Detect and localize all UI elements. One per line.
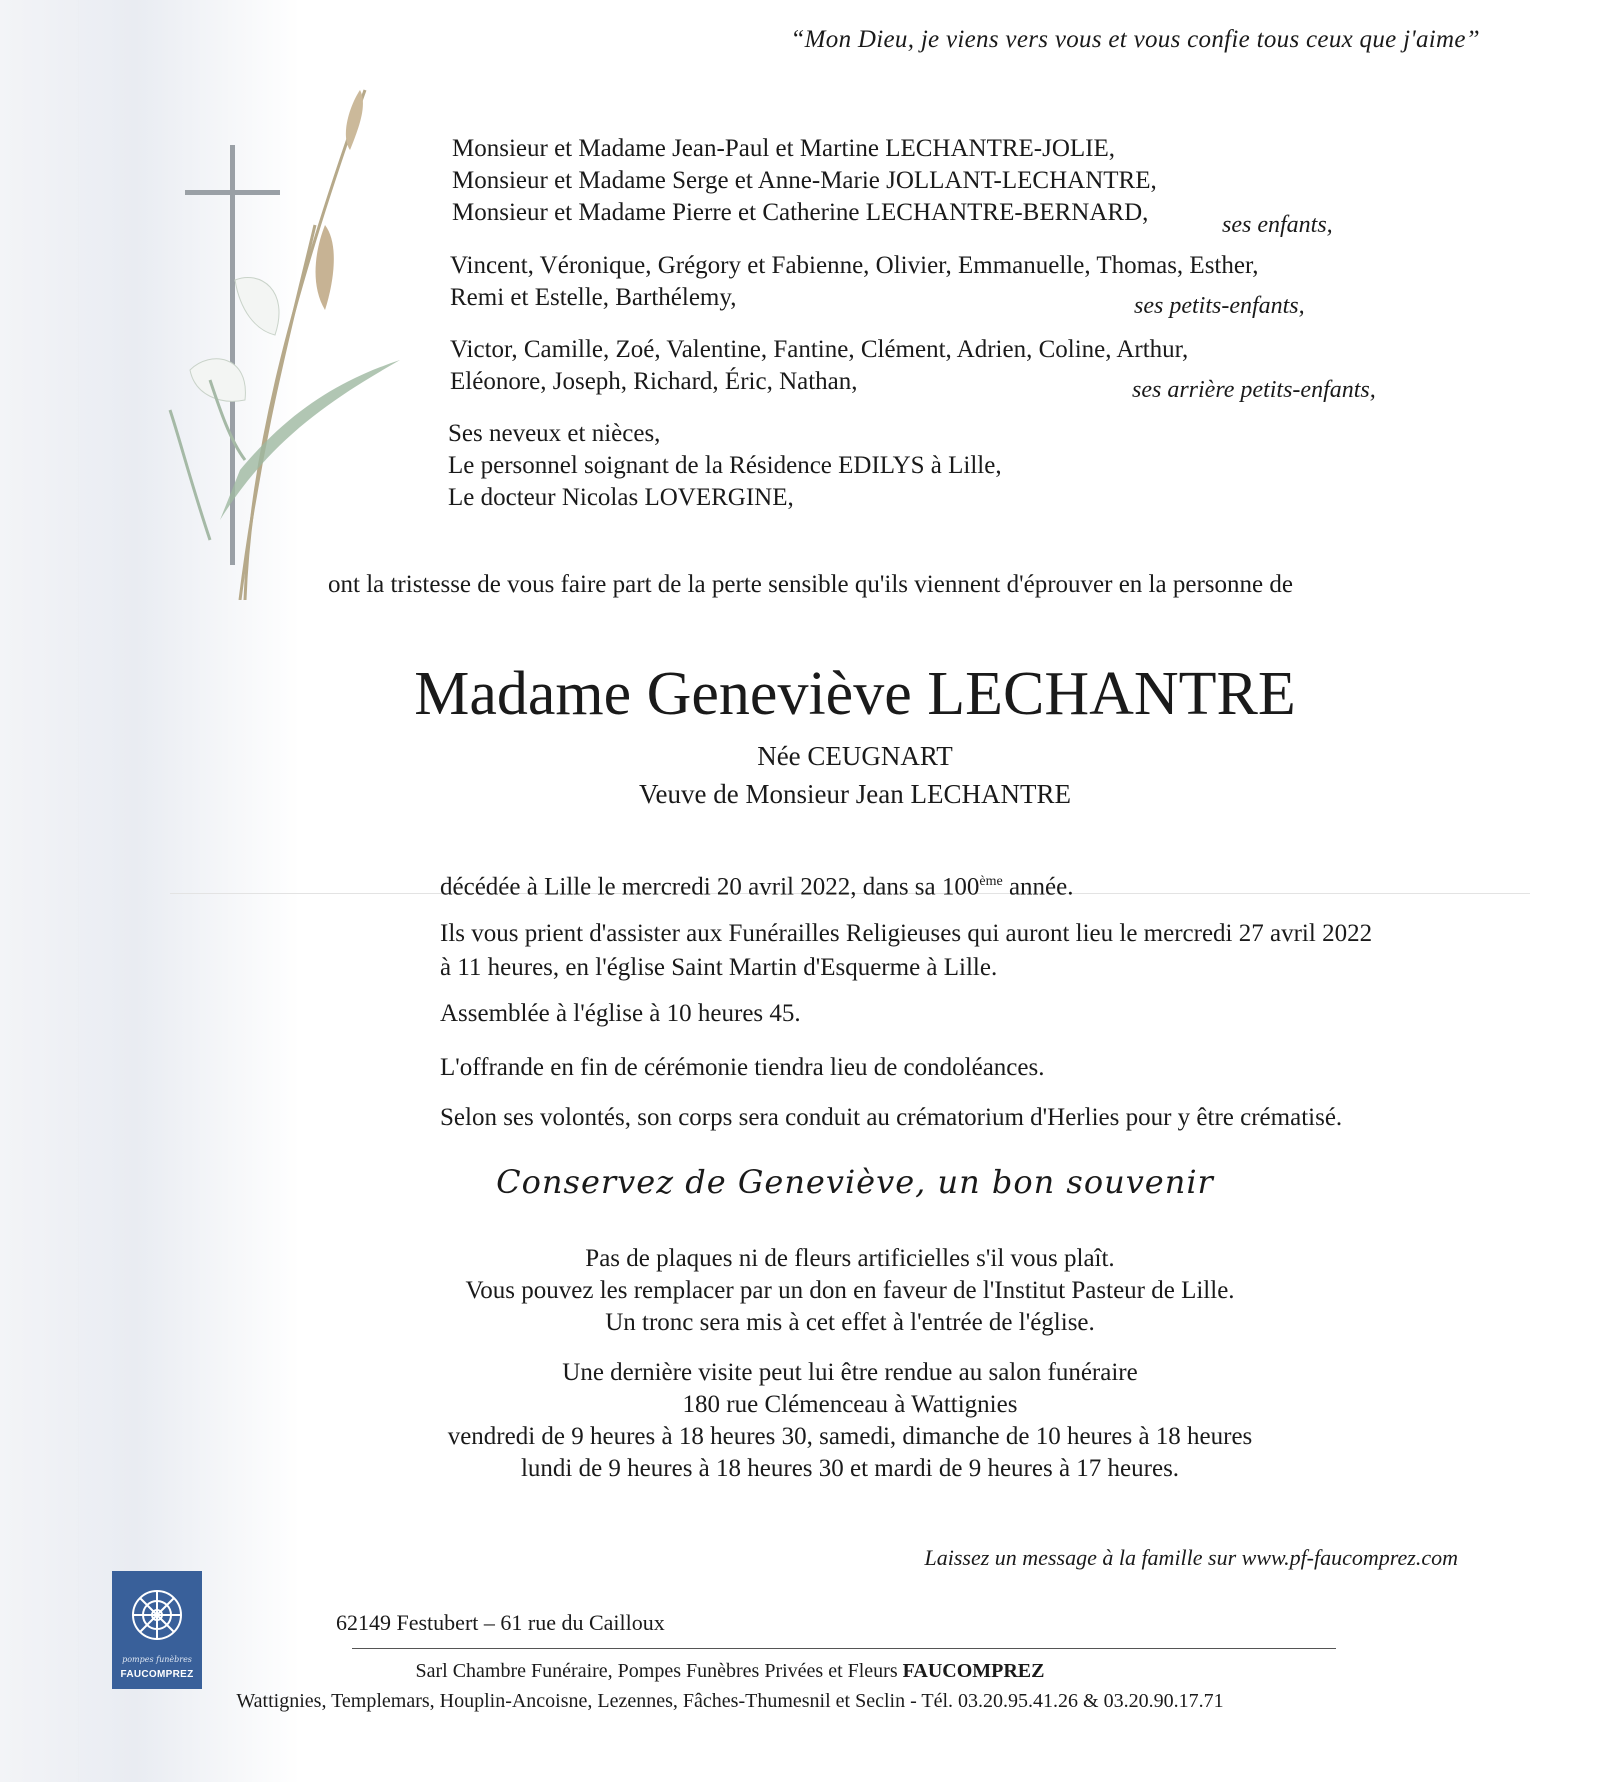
- company-description: Sarl Chambre Funéraire, Pompes Funèbres Privées et Fleurs: [415, 1660, 903, 1682]
- other-mourners: [448, 418, 1002, 514]
- flowers-line: Pas de plaques ni de fleurs artificielles s'il vous plaît.: [585, 1245, 1115, 1272]
- funeral-line: Ils vous prient d'assister aux Funérailles Religieuses qui auront lieu le mercredi 27 avril 2022: [440, 920, 1373, 947]
- cremation-note: Selon ses volontés, son corps sera conduit au crématorium d'Herlies pour y être crématisé.: [440, 1104, 1343, 1131]
- announcement: ont la tristesse de vous faire part de la perte sensible qu'ils viennent d'éprouver en la personne de: [328, 571, 1293, 598]
- flowers-line: Un tronc sera mis à cet effet à l'entrée de l'église.: [605, 1309, 1095, 1336]
- deceased-name: Madame Geneviève LECHANTRE: [414, 660, 1296, 728]
- grandchildren-role: ses petits-enfants,: [1134, 293, 1305, 319]
- flowers-note: [0, 1243, 1600, 1339]
- company-name: FAUCOMPREZ: [902, 1660, 1045, 1682]
- footer-rule: [352, 1648, 1336, 1649]
- logo-brand-text: FAUCOMPREZ: [120, 1669, 194, 1680]
- mourner-line: Le docteur Nicolas LOVERGINE,: [448, 484, 794, 511]
- rosette-icon: [127, 1579, 187, 1651]
- opening-quote: “Mon Dieu, je viens vers vous et vous confie tous ceux que j'aime”: [790, 26, 1480, 53]
- death-text: décédée à Lille le mercredi 20 avril 2022, dans sa 100: [440, 873, 980, 901]
- child-line: Monsieur et Madame Jean-Paul et Martine LECHANTRE-JOLIE,: [452, 135, 1116, 162]
- funeral-info: [440, 917, 1372, 985]
- death-superscript: ème: [979, 874, 1003, 889]
- children-role: ses enfants,: [1222, 212, 1333, 238]
- great-grandchildren-list: [450, 334, 1188, 398]
- company-locations: Wattignies, Templemars, Houplin-Ancoisne, Lezennes, Fâches-Thumesnil et Seclin - Tél. 03.20.95.41.26 & 03.20.90.17.71: [236, 1690, 1224, 1712]
- child-line: Monsieur et Madame Pierre et Catherine LECHANTRE-BERNARD,: [452, 199, 1149, 226]
- visit-info: [0, 1357, 1600, 1485]
- visit-line: Une dernière visite peut lui être rendue au salon funéraire: [562, 1359, 1138, 1386]
- visit-line: vendredi de 9 heures à 18 heures 30, samedi, dimanche de 10 heures à 18 heures: [447, 1423, 1253, 1450]
- great-grandchild-line: Victor, Camille, Zoé, Valentine, Fantine, Clément, Adrien, Coline, Arthur,: [450, 336, 1189, 363]
- cross-and-lily-icon: [150, 80, 410, 600]
- company-line: [0, 1660, 1460, 1683]
- grandchild-line: Remi et Estelle, Barthélemy,: [450, 284, 737, 311]
- mourner-line: Le personnel soignant de la Résidence EDILYS à Lille,: [448, 452, 1002, 479]
- mourner-line: Ses neveux et nièces,: [448, 420, 661, 447]
- great-grandchild-line: Eléonore, Joseph, Richard, Éric, Nathan,: [450, 368, 858, 395]
- funeral-line: à 11 heures, en l'église Saint Martin d'Esquerme à Lille.: [440, 954, 998, 981]
- company-address: 62149 Festubert – 61 rue du Cailloux: [336, 1610, 665, 1635]
- death-text-end: année.: [1002, 873, 1074, 901]
- great-grandchildren-role: ses arrière petits-enfants,: [1132, 377, 1376, 403]
- offering-note: L'offrande en fin de cérémonie tiendra lieu de condoléances.: [440, 1054, 1045, 1081]
- remembrance-line: Conservez de Geneviève, un bon souvenir: [496, 1163, 1214, 1201]
- widow-of: Veuve de Monsieur Jean LECHANTRE: [639, 779, 1071, 809]
- children-list: [452, 133, 1157, 229]
- child-line: Monsieur et Madame Serge et Anne-Marie JOLLANT-LECHANTRE,: [452, 167, 1157, 194]
- visit-line: lundi de 9 heures à 18 heures 30 et mardi de 9 heures à 17 heures.: [520, 1455, 1180, 1482]
- grandchild-line: Vincent, Véronique, Grégory et Fabienne, Olivier, Emmanuelle, Thomas, Esther,: [450, 252, 1259, 279]
- assembly-time: Assemblée à l'église à 10 heures 45.: [440, 1000, 801, 1027]
- flowers-line: Vous pouvez les remplacer par un don en faveur de l'Institut Pasteur de Lille.: [465, 1277, 1235, 1304]
- maiden-name: Née CEUGNART: [757, 741, 953, 771]
- death-notice: [440, 865, 1074, 904]
- band-edge-line: [78, 0, 79, 1782]
- visit-line: 180 rue Clémenceau à Wattignies: [682, 1391, 1018, 1418]
- logo-small-text: pompes funèbres: [122, 1655, 192, 1664]
- online-message: Laissez un message à la famille sur www.pf-faucomprez.com: [924, 1545, 1458, 1570]
